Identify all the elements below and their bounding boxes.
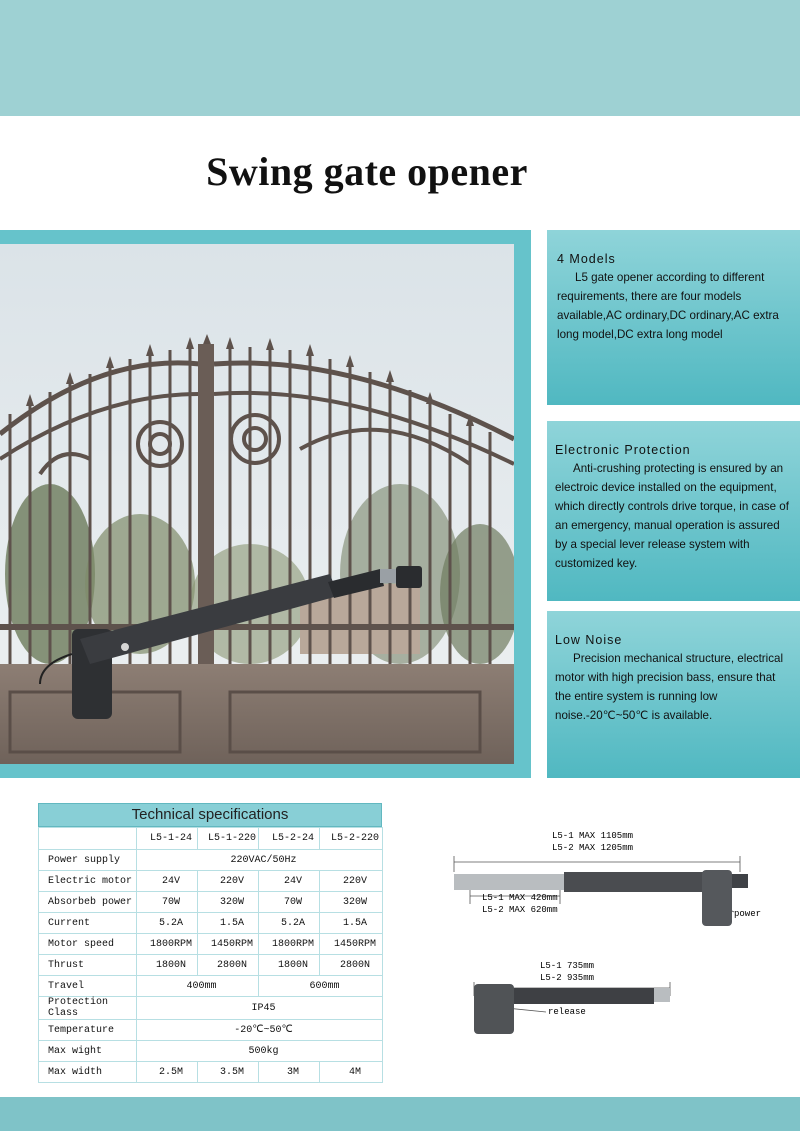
- cell: -20℃~50℃: [137, 1020, 383, 1041]
- table-row: [39, 997, 383, 1020]
- top-banner: [0, 0, 800, 116]
- cell: 2800N: [198, 955, 259, 976]
- cell: 1.5A: [320, 913, 383, 934]
- feature-heading: 4 Models: [557, 252, 616, 266]
- callout-label: release: [548, 1007, 586, 1017]
- dimension-label: L5-1 MAX 420mm: [482, 893, 558, 903]
- cell: 1800N: [259, 955, 320, 976]
- gate-illustration: [0, 244, 514, 764]
- row-label: Power supply: [39, 850, 137, 871]
- feature-card-models: [547, 230, 800, 405]
- cell: 5.2A: [137, 913, 198, 934]
- table-row: [39, 955, 383, 976]
- spec-table: [38, 803, 382, 1083]
- row-label: Max wight: [39, 1041, 137, 1062]
- table-row: [39, 913, 383, 934]
- cell: 5.2A: [259, 913, 320, 934]
- row-label: Current: [39, 913, 137, 934]
- cell: 3M: [259, 1062, 320, 1083]
- table-row: [39, 976, 383, 997]
- cell: 70W: [137, 892, 198, 913]
- model-header: L5-2-24: [259, 828, 320, 850]
- extended-actuator-diagram: [440, 826, 770, 936]
- model-header: L5-2-220: [320, 828, 383, 850]
- row-label: Electric motor: [39, 871, 137, 892]
- callout-label: power: [734, 909, 762, 919]
- row-label: Max width: [39, 1062, 137, 1083]
- table-row: [39, 934, 383, 955]
- table-row: [39, 1041, 383, 1062]
- dimension-label: L5-2 MAX 620mm: [482, 905, 558, 915]
- cell: 24V: [259, 871, 320, 892]
- cell: 220VAC/50Hz: [137, 850, 383, 871]
- dimension-label: L5-1 MAX 1105mm: [552, 831, 634, 841]
- table-row: [39, 1020, 383, 1041]
- cell: 1450RPM: [198, 934, 259, 955]
- retracted-actuator-diagram: [460, 956, 690, 1046]
- row-label: Temperature: [39, 1020, 137, 1041]
- table-row: [39, 850, 383, 871]
- table-row: [39, 892, 383, 913]
- page-title: Swing gate opener: [206, 149, 528, 194]
- cell: 24V: [137, 871, 198, 892]
- spec-table-title: Technical specifications: [38, 803, 382, 827]
- dimension-label: L5-1 735mm: [540, 961, 595, 971]
- table-row: [39, 1062, 383, 1083]
- cell: 1450RPM: [320, 934, 383, 955]
- dimension-label: L5-2 935mm: [540, 973, 595, 983]
- row-label: Absorbeb power: [39, 892, 137, 913]
- feature-heading: Low Noise: [555, 633, 623, 647]
- cell: 1.5A: [198, 913, 259, 934]
- cell: 4M: [320, 1062, 383, 1083]
- cell: 220V: [320, 871, 383, 892]
- row-label: Protection Class: [39, 997, 137, 1020]
- dimension-label: L5-2 MAX 1205mm: [552, 843, 634, 853]
- cell: 2.5M: [137, 1062, 198, 1083]
- cell: 1800RPM: [137, 934, 198, 955]
- feature-heading: Electronic Protection: [555, 443, 691, 457]
- table-row: [39, 871, 383, 892]
- bottom-banner: [0, 1097, 800, 1131]
- cell: 3.5M: [198, 1062, 259, 1083]
- cell: 1800N: [137, 955, 198, 976]
- cell: 1800RPM: [259, 934, 320, 955]
- row-label: Travel: [39, 976, 137, 997]
- cell: 70W: [259, 892, 320, 913]
- feature-text: Anti-crushing protecting is ensured by an electroic device installed on the equipment, which directly controls drive torque, in case of an emergency, manual operation is assured by a special lever release system with customized key.: [555, 462, 789, 570]
- cell: 500kg: [137, 1041, 383, 1062]
- cell: 2800N: [320, 955, 383, 976]
- cell: 600mm: [259, 976, 383, 997]
- cell: 400mm: [137, 976, 259, 997]
- row-label: Thrust: [39, 955, 137, 976]
- cell: 220V: [198, 871, 259, 892]
- feature-text: L5 gate opener according to different requirements, there are four models available,AC ordinary,DC ordinary,AC extra long model,DC extra long model: [557, 271, 779, 341]
- model-header: L5-1-24: [137, 828, 198, 850]
- gate-photo: [0, 244, 514, 764]
- cell: 320W: [198, 892, 259, 913]
- feature-text: Precision mechanical structure, electrical motor with high precision bass, ensure that the entire system is running low noise.-20℃~50℃ is available.: [555, 652, 784, 722]
- model-header: L5-1-220: [198, 828, 259, 850]
- row-label: Motor speed: [39, 934, 137, 955]
- feature-card-protection: [547, 421, 800, 601]
- cell: IP45: [137, 997, 383, 1020]
- feature-card-noise: [547, 611, 800, 778]
- table-row: [39, 828, 383, 850]
- cell: 320W: [320, 892, 383, 913]
